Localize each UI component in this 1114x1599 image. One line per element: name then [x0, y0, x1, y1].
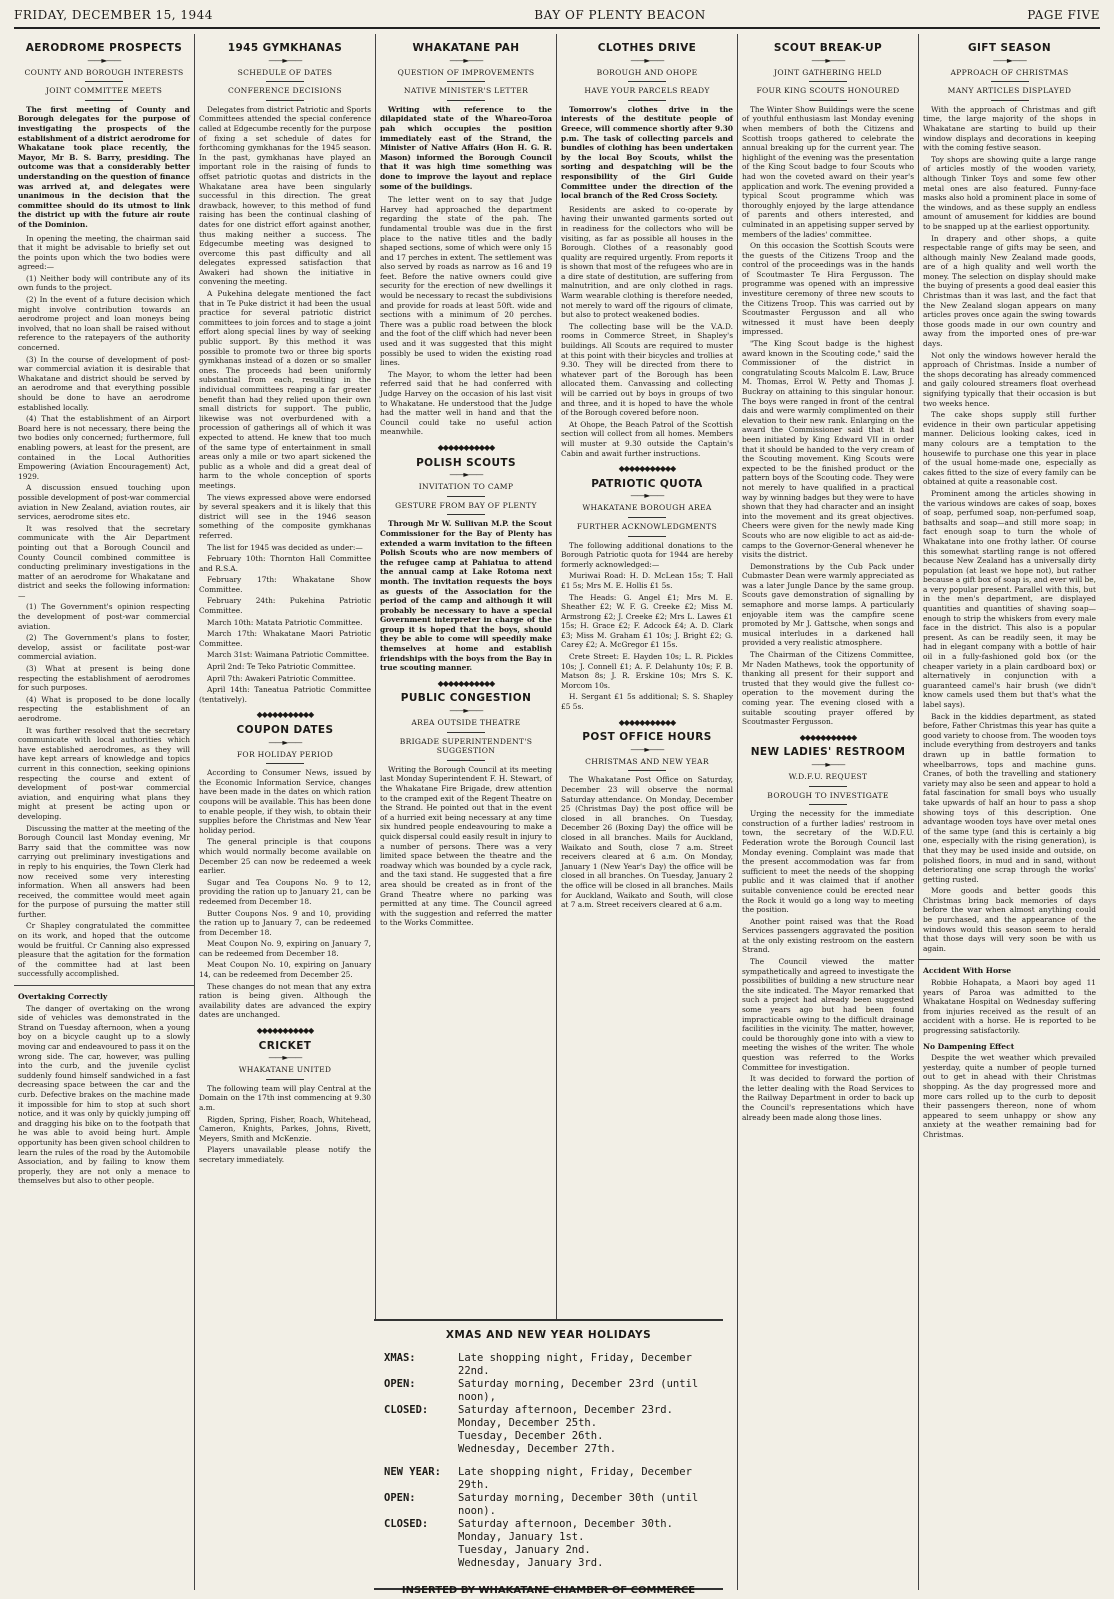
paragraph: Prominent among the articles showing in the various windows are cakes of soap, boxes of soap, perfumed soap, non-perfumed soap, bathsalts and soap—and still more soap; in fact enough soap to turn the whole of Whakatane into one frothy lather. Of course this somewhat startling range is not offered because New Zealand has a universally dirty population (at least we hope not), but rather because a gift box of soap is, and ever will be, a very popular present. Parallel with this, but in the men's department, are displayed quantities and quantities of shaving soap—enough to strip the whiskers from every male face in the district. This also is a popular present. As can be readily seen, it may be had in elegant company with a bottle of hair oil in a fully-fashioned gold box (or the cheaper variety in a plain cardboard box) or alternatively in conjunction with a guaranteed camel's hair brush (we didn't know camels used them but that's what the label says). — [923, 488, 1096, 709]
wave-divider-icon: ◆◆◆◆◆◆◆◆◆◆◆ — [618, 464, 676, 474]
paragraph: March 10th: Matata Patriotic Committee. — [207, 617, 363, 627]
divider — [991, 100, 1029, 101]
arrow-divider-icon: ——►—— — [268, 1053, 302, 1063]
article-title: WHAKATANE PAH — [412, 42, 520, 54]
article-subhead: BRIGADE SUPERINTENDENT'S SUGGESTION — [399, 736, 533, 756]
article-title: 1945 GYMKHANAS — [227, 42, 343, 54]
paragraph: A Pukehina delegate mentioned the fact that in Te Puke district it had been the usual practice for several patriotic district committees to join forces and to stage a joint effort along special lines by way of seeking public support. By this method it was possible to promote two or three big sports gymkhanas instead of a dozen or so smaller ones. The proceeds had been uniformly substantial from each, resulting in the individual committees reaping a far greater benefit than had they relied upon their own small districts for support. The public, likewise was not overburdened with a procession of gatherings all of which it was expected to attend. He knew that too much of the same type of entertainment in small areas only a mile or two apart sickened the public as a whole and did a great deal of harm to the whole conception of sports meetings. — [199, 289, 371, 490]
label: CLOSED: — [384, 1518, 429, 1530]
paragraph: In drapery and other shops, a quite respectable range of gifts may be seen, and although mainly New Zealand made goods, are of a high quality and well worth the money. The selection on display should make the buying of presents a good deal easier this Christmas than it was last, and the fact that the New Zealand slogan appears on many articles proves once again the swing towards those goods made in our own country and away from the imported ones of pre-war days. — [923, 233, 1096, 349]
brief-title: Accident With Horse — [923, 966, 1012, 976]
article-title: PATRIOTIC QUOTA — [591, 477, 703, 490]
article-subhead: HAVE YOUR PARCELS READY — [584, 86, 710, 96]
paragraph: In opening the meeting, the chairman said that it might be advisable to briefly set out the points upon which the two bodies were agreed:— — [18, 233, 190, 272]
paragraph: The list for 1945 was decided as under:— — [207, 542, 363, 552]
paragraph: (1) Neither body will contribute any of its own funds to the project. — [18, 273, 190, 293]
paragraph: The following team will play Central at the Domain on the 17th inst commencing at 9.30 a.m. — [199, 1083, 371, 1112]
divider — [809, 786, 847, 787]
article-subhead: GESTURE FROM BAY OF PLENTY — [395, 500, 537, 510]
value: Late shopping night, Friday, December 29th. — [458, 1466, 692, 1491]
divider — [809, 81, 847, 82]
issue-date: FRIDAY, DECEMBER 15, 1944 — [14, 8, 213, 22]
paragraph: Writing the Borough Council at its meeting last Monday Superintendent F. H. Stewart, of the Whakatane Fire Brigade, drew attention to the cramped exit of the Regent Theatre on the Strand. He pointed out that in the event of a hurried exit being necessary at any time six hundred people endeavouring to make a quick dispersal could easily result in injury to a number of persons. There was a very limited space between the theatre and the roadway which was bounded by a cycle rack, and the taxi stand. He suggested that a fire area should be created as in front of the Grand Theatre where no parking was permitted at any time. The Council agreed with the suggestion and referred the matter to the Works Committee. — [380, 764, 552, 928]
paragraph: A discussion ensued touching upon possible development of post-war commercial aviation in New Zealand, aviation routes, air services, aerodrome sites etc. — [18, 483, 190, 522]
value: Saturday morning, December 23rd (until noon), — [458, 1378, 699, 1403]
article-subhead: APPROACH OF CHRISTMAS — [950, 67, 1069, 77]
paragraph: The cake shops supply still further evidence in their own particular appetising manner. Delicious looking cakes, iced in many colours are a temptation to the housewife to purchase one this year in place of the usual home-made one, especially as cakes fitted to the size of every family can be obtained at quite a reasonable cost. — [923, 410, 1096, 487]
paragraph: According to Consumer News, issued by the Economic Information Service, changes have been made in the dates on which ration coupons will be available. This has been done to enable people, if they wish, to obtain their supplies before the Christmas and New Year holiday period. — [199, 768, 371, 835]
article-subhead: MANY ARTICLES DISPLAYED — [947, 86, 1072, 96]
article-subhead: QUESTION OF IMPROVEMENTS — [397, 67, 535, 77]
paragraph: The Heads: G. Angel £1; Mrs M. E. Sheather £2; W. F. G. Creeke £2; Miss M. Armstrong £2; J. Creeke £2; Mrs L. Lawes £1 15s; H. Grace £2; F. Adcock £4; A. D. Clark £3; Miss M. Graham £1 10s; J. Bright £2; G. Carey £2; A. McGregor £1 15s. — [561, 592, 733, 650]
article-title: CLOTHES DRIVE — [597, 42, 697, 54]
divider — [85, 81, 123, 82]
article-subhead: AREA OUTSIDE THEATRE — [411, 718, 521, 728]
label: XMAS: — [384, 1352, 416, 1364]
paragraph: (2) The Government's plans to foster, develop, assist or facilitate post-war commercial aviation. — [18, 633, 190, 662]
holiday-box-space — [380, 930, 552, 1216]
column-1 — [14, 34, 195, 1590]
divider — [266, 763, 304, 764]
paragraph: H. Sergant £1 5s additional; S. S. Shapley £5 5s. — [561, 692, 733, 712]
article-lead: Through Mr W. Sullivan M.P. the Scout Commissioner for the Bay of Plenty has extended a warm invitation to the fifteen Polish Scouts who are now members of the refugee camp at Pahiatua to attend the annual camp at Lake Rotoma next month. The invitation requests the boys as guests of the Association for the period of the camp and although it will probably be necessary to have a special Government interpreter in charge of the group it is hoped that the boys, should they be able to come will speedily make themselves at home and establish friendships with the boys from the Bay in true scouting manner. — [380, 519, 552, 673]
divider — [991, 81, 1029, 82]
value: Monday, January 1st. — [458, 1531, 585, 1543]
xmas-block — [384, 1352, 713, 1456]
divider — [447, 514, 485, 515]
article-title: CRICKET — [258, 1039, 312, 1052]
paragraph: Meat Coupon No. 9, expiring on January 7, can be redeemed from December 18. — [199, 939, 371, 958]
paragraph: March 31st: Waimana Patriotic Committee. — [207, 650, 370, 660]
paragraph: (1) The Government's opinion respecting the development of post-war commercial aviation. — [18, 602, 190, 631]
paragraph: The Mayor, to whom the letter had been referred said that he had conferred with Judge Harvey on the occasion of his last visit to Whakatane. He understood that the Judge had the matter well in hand and that the Council could take no useful action meanwhile. — [380, 369, 552, 437]
arrow-divider-icon: ——►—— — [811, 55, 845, 65]
column-2 — [195, 34, 376, 1590]
paragraph: The Winter Show Buildings were the scene of youthful enthusiasm last Monday evening when members of both the Citizens and Scottish troops gathered to celebrate the annual breaking up for the current year. The highlight of the evening was the presentation of the King Scout badge to four Scouts who had won the coveted award on their year's application and work. The evening provided a typical Scout programme which was thoroughly enjoyed by the large attendance of parents and others interested, and culminated in an appetising supper served by members of the ladies' committee. — [742, 104, 914, 239]
paragraph: Delegates from district Patriotic and Sports Committees attended the special conference called at Edgecumbe recently for the purpose of fixing a set schedule of dates for forthcoming gymkhanas for the 1945 season. In the past, gymkhanas have played an important role in the raising of funds to offset patriotic quotas and districts in the Whakatane area have been singularly successful in this direction. The great drawback, however, to this method of fund raising has been the continual clashing of dates for one district effort against another, thus making neither a success. The Edgecumbe meeting was designed to overcome this past difficulty and all delegates expressed satisfaction that Awakeri had shown the initiative in convening the meeting. — [199, 104, 371, 287]
paragraph: Urging the necessity for the immediate construction of a further ladies' restroom in town, the secretary of the W.D.F.U. Federation wrote the Borough Council last Monday evening. Complaint was made that the present accommodation was far from sufficient to meet the needs of the shopping public and it was claimed that if another suitable convenience could be erected near the Rock it would go a long way to meeting the position. — [742, 809, 914, 915]
masthead — [14, 6, 1100, 24]
article-subhead: CHRISTMAS AND NEW YEAR — [585, 756, 709, 766]
paragraph: It was decided to forward the portion of the letter dealing with the Road Services to the Railway Department in order to back up the Council's representations which have already been made along those lines. — [742, 1074, 914, 1122]
label: CLOSED: — [384, 1404, 429, 1416]
paragraph: April 14th: Taneatua Patriotic Committee (tentatively). — [199, 685, 371, 704]
divider — [266, 81, 304, 82]
article-lead: Tomorrow's clothes drive in the interests of the destitute people of Greece, will commence shortly after 9.30 p.m. The task of collecting parcels and bundles of clothing has been undertaken by the local Boy Scouts, whilst the sorting and despatching will be the responsibility of the Girl Guide Committee under the direction of the local branch of the Red Cross Society. — [561, 104, 733, 201]
paragraph: February 10th: Thornton Hall Committee and R.S.A. — [199, 554, 371, 573]
paragraph: It was resolved that the secretary communicate with the Air Department pointing out that a Borough Council and County Council combined committee is conducting preliminary investigations in the matter of an aerodrome for Whakatane and district and seeks the following information:— — [18, 523, 190, 600]
paragraph: "The King Scout badge is the highest award known in the Scouting code," said the Commissioner of the district in congratulating Scouts Malcolm E. Law, Bruce M. Thomas, Errol W. Petty and Thomas J. Buckray on attaining to this singular honour. The boys were ranged in front of the central dais and were warmly complimented on their elevation to their new rank. Enlarging on the award the Commissioner said that it had been initiated by King Edward VII in order that it should be handed to the very cream of the Scouting movement. King Scouts were expected to be the finished product or the pattern boys of the Scouting code. They were not merely to have qualified in a practical way by winning badges but they were to have shown that they had character and an insight into the movement and its great objectives. Cheers were given for the newly made King Scouts who are now eligible to act as aid-de-camps to the Governor-General whenever he visits the district. — [742, 339, 914, 560]
paragraph: Sugar and Tea Coupons No. 9 to 12, providing the ration up to January 21, can be redeemed from December 18. — [199, 877, 371, 906]
article-subhead: SCHEDULE OF DATES — [237, 67, 333, 77]
value: Tuesday, December 26th. — [458, 1430, 604, 1442]
paragraph: Muriwai Road: H. D. McLean 15s; T. Hall £1 5s; Mrs M. E. Hollis £1 5s. — [561, 571, 733, 590]
divider — [809, 100, 847, 101]
divider — [628, 100, 666, 101]
article-subhead: FOR HOLIDAY PERIOD — [236, 749, 334, 759]
column-5 — [738, 34, 919, 1590]
paragraph: It was further resolved that the secretary communicate with local authorities which have established aerodromes, as they will have kept arrears of knowledge and topics current in this connection, seeking opinions respecting the course and extent of development of post-war commercial aviation, and enquiring what plans they might at present be acting upon or developing. — [18, 725, 190, 821]
paragraph: (4) What is proposed to be done locally respecting the establishment of an aerodrome. — [18, 694, 190, 723]
divider — [266, 100, 304, 101]
article-title: POST OFFICE HOURS — [582, 731, 712, 744]
arrow-divider-icon: ——►—— — [268, 737, 302, 747]
paragraph: The collecting base will be the V.A.D. rooms in Commerce Street, in Shapley's buildings. All Scouts are required to muster at this point with their bicycles and trollies at 9.30. They will be directed from there to whatever part of the Borough has been allocated them. Canvassing and collecting will be carried out by boys in groups of two and three, and it is hoped to have the whole of the Borough covered before noon. — [561, 321, 733, 418]
divider — [447, 100, 485, 101]
paragraph: April 2nd: Te Teko Patriotic Committee. — [207, 662, 356, 672]
masthead-rule — [14, 27, 1100, 29]
paragraph: February 17th: Whakatane Show Committee. — [199, 575, 371, 594]
paragraph: Back in the kiddies department, as stated before, Father Christmas this year has quite a good variety to choose from. The wooden toys include everything from destroyers and tanks drawn up in battle formation to wheelbarrows, tops and machine guns. Cranes, of both the travelling and stationery variety may also be seen and appear to hold a fatal fascination for small boys who usually take upwards of half an hour to pass a shop showing toys of this description. One advantage wooden toys have over metal ones of the same type (and this is certainly a big one, especially with the rising generation), is that they may be used inside and outside, on polished floors, in mud and in sand, without deteriorating one scrap through the works' getting rusted. — [923, 711, 1096, 884]
divider — [919, 959, 1100, 960]
paragraph: Another point raised was that the Road Services passengers aggravated the position at the only existing restroom on the eastern Strand. — [742, 916, 914, 955]
paragraph: (3) What at present is being done respecting the establishment of aerodromes for such purposes. — [18, 664, 190, 693]
paragraph: Cr Shapley congratulated the committee on its work, and hoped that the outcome would be fruitful. Cr Canning also expressed pleasure that the agitation for the formation of the committee had at last been successfully accomplished. — [18, 921, 190, 979]
paragraph: The Whakatane Post Office on Saturday, December 23 will observe the normal Saturday attendance. On Monday, December 25 (Christmas Day) the post office will be closed in all branches. On Tuesday, December 26 (Boxing Day) the office will be closed in all branches. Mails for Auckland, Waikato and South, close 7 a.m. Street receivers cleared at 6 a.m. On Monday, January 1 (New Year's Day) the office will be closed in all branches. On Tuesday, January 2 the office will be closed in all branches. Mails for Auckland, Waikato and South, will close at 7 a.m. Street receivers cleared at 6 a.m. — [561, 775, 733, 910]
label: OPEN: — [384, 1378, 416, 1390]
wave-divider-icon: ◆◆◆◆◆◆◆◆◆◆◆ — [256, 710, 314, 720]
paragraph: The Council viewed the matter sympathetically and agreed to investigate the possibilities of building a new structure near the site indicated. The Mayor remarked that such a project had already been suggested some years ago but had been found impracticable owing to the difficult drainage facilities in the vicinity. The matter, however, could be thoroughly gone into with a view to meeting the wishes of the writer. The whole question was referred to the Works Committee for investigation. — [742, 957, 914, 1072]
paragraph: The general principle is that coupons which would normally become available on December 25 can now be redeemed a week earlier. — [199, 837, 371, 876]
article-subhead: BOROUGH AND OHOPE — [596, 67, 698, 77]
paragraph: Not only the windows however herald the approach of Christmas. Inside a number of the shops decorating has already commenced and gaily coloured streamers float overhead signifying typically that their occasion is but two weeks hence. — [923, 350, 1096, 408]
paragraph: More goods and better goods this Christmas bring back memories of days before the war when almost anything could be purchased, and the appearance of the windows would this season seem to herald that those days will very soon be with us again. — [923, 886, 1096, 953]
article-subhead: BOROUGH TO INVESTIGATE — [767, 790, 889, 800]
paragraph: Demonstrations by the Cub Pack under Cubmaster Dean were warmly appreciated as was a later Jungle Dance by the same group. Scouts gave demonstration of signalling by semaphore and morse lamps. A particularly enjoyable item was the campfire scene promoted by Mr J. Gattsche, when songs and musical interludes in a darkened hall provided a very realistic atmosphere. — [742, 561, 914, 648]
paragraph: These changes do not mean that any extra ration is being given. Although the availability dates are advanced the expiry dates are unchanged. — [199, 981, 371, 1020]
divider — [447, 496, 485, 497]
article-title: COUPON DATES — [236, 724, 334, 736]
value: Late shopping night, Friday, December 22nd. — [458, 1352, 692, 1377]
divider — [628, 770, 666, 771]
arrow-divider-icon: ——►—— — [268, 55, 302, 65]
article-subhead: COUNTY AND BOROUGH INTERESTS — [24, 67, 184, 77]
article-title: GIFT SEASON — [967, 42, 1052, 54]
divider — [628, 517, 666, 518]
divider — [85, 100, 123, 101]
divider — [628, 81, 666, 82]
paragraph: Discussing the matter at the meeting of the Borough Council last Monday evening, Mr Barry said that the committee was now carrying out preliminary investigations and in reply to his enquiries, the Town Clerk had now received some very interesting information. When all answers had been received, the committee would meet again for the purpose of pursuing the matter still further. — [18, 823, 190, 919]
paragraph: The views expressed above were endorsed by several speakers and it is likely that this district will see in the 1946 season something of the composite gymkhanas referred. — [199, 492, 371, 540]
paragraph: (4) That the establishment of an Airport Board here is not necessary, there being the two bodies only concerned; furthermore, full enabling powers, at least for the present, are contained in the Local Authorities Empowering (Aviation Encouragement) Act, 1929. — [18, 414, 190, 481]
article-title: PUBLIC CONGESTION — [400, 692, 532, 705]
paragraph: February 24th: Pukehina Patriotic Committee. — [199, 596, 371, 616]
article-subhead: FURTHER ACKNOWLEDGMENTS — [576, 521, 718, 531]
value: Saturday morning, December 30th (until noon). — [458, 1492, 699, 1517]
wave-divider-icon: ◆◆◆◆◆◆◆◆◆◆◆ — [437, 442, 495, 452]
divider — [447, 732, 485, 733]
divider — [447, 760, 485, 761]
divider — [628, 536, 666, 537]
arrow-divider-icon: ——►—— — [449, 55, 483, 65]
paragraph: Butter Coupons Nos. 9 and 10, providing the ration up to January 7, can be redeemed from December 18. — [199, 908, 371, 937]
arrow-divider-icon: ——►—— — [992, 55, 1027, 65]
holiday-notice-box — [374, 1319, 723, 1596]
article-title: NEW LADIES' RESTROOM — [750, 746, 906, 759]
arrow-divider-icon: ——►—— — [449, 470, 483, 480]
paragraph: April 7th: Awakeri Patriotic Committee. — [207, 673, 356, 683]
wave-divider-icon: ◆◆◆◆◆◆◆◆◆◆◆ — [437, 678, 495, 688]
article-title: SCOUT BREAK-UP — [773, 42, 883, 54]
brief-title: No Dampening Effect — [923, 1041, 1015, 1051]
article-subhead: FOUR KING SCOUTS HONOURED — [756, 86, 900, 96]
value: Wednesday, December 27th. — [458, 1443, 617, 1455]
divider — [447, 81, 485, 82]
holiday-title: XMAS AND NEW YEAR HOLIDAYS — [445, 1329, 652, 1341]
divider — [809, 804, 847, 805]
article-subhead: W.D.F.U. REQUEST — [788, 771, 868, 781]
divider — [14, 985, 194, 986]
paragraph: On this occasion the Scottish Scouts were the guests of the Citizens Troop and the control of the proceedings was in the hands of Scoutmaster Te Hira Fergusson. The programme was opened with an impressive investiture ceremony of three new scouts to the Citizens Troop. This was carried out by Scoutmaster Fergusson and all who witnessed it must have been deeply impressed. — [742, 241, 914, 337]
paragraph: At Ohope, the Beach Patrol of the Scottish section will collect from all homes. Members will muster at 9.30 outside the Captain's Cabin and await further instructions. — [561, 419, 733, 458]
article-subhead: JOINT COMMITTEE MEETS — [45, 86, 163, 96]
article-lead: The first meeting of County and Borough delegates for the purpose of investigating the prospects of the establishment of a district aerodrome for Whakatane took place recently, the Mayor, Mr B. S. Barry, presiding. The outcome was that a considerably better understanding on the question of finance was arrived at, and delegates were unanimous in the decision that the committee should do its utmost to link the district up with the future air route of the Dominion. — [18, 104, 190, 229]
paragraph: Despite the wet weather which prevailed yesterday, quite a number of people turned out to get in ahead with their Christmas shopping. As the day progressed more and more cars rolled up to the curb to deposit their passengers thereon, none of whom appeared to seem unhappy or show any anxiety at the weather remaining bad for Christmas. — [923, 1053, 1096, 1139]
paragraph: Players unavailable please notify the secretary immediately. — [199, 1145, 371, 1164]
paragraph: (2) In the event of a future decision which might involve contribution towards an aerodrome project and loan moneys being involved, that no loan shall be raised without reference to the ratepayers of the authority concerned. — [18, 295, 190, 353]
page-number: PAGE FIVE — [1027, 8, 1100, 22]
article-title: AERODROME PROSPECTS — [25, 42, 183, 54]
article-subhead: WHAKATANE UNITED — [238, 1065, 332, 1075]
wave-divider-icon: ◆◆◆◆◆◆◆◆◆◆◆ — [618, 717, 676, 727]
paragraph: Crete Street: E. Hayden 10s; L. R. Pickles 10s; J. Connell £1; A. F. Delahunty 10s; F. B. Matson 8s; J. R. Erskine 10s; Mrs S. K. Morcom 10s. — [561, 652, 733, 690]
paragraph: Toy shops are showing quite a large range of articles mostly of the wooden variety, although Tinker Toys and some few other metal ones are also featured. Funny-face masks also hold a prominent place in some of the windows, and as these supply an endless amount of amusement for kiddies are bound to be snapped up at the earliest opportunity. — [923, 154, 1096, 231]
paragraph: Rigden, Spring, Fisher, Roach, Whitehead, Cameron, Knights, Parkes, Johns, Rivett, Meyers, Smith and McKenzie. — [199, 1114, 371, 1143]
paragraph: With the approach of Christmas and gift time, the large majority of the shops in Whakatane are starting to build up their window displays and decorations in keeping with the coming festive season. — [923, 104, 1096, 153]
value: Tuesday, January 2nd. — [458, 1544, 591, 1556]
label: NEW YEAR: — [384, 1466, 441, 1478]
arrow-divider-icon: ——►—— — [811, 759, 845, 769]
paragraph: The following additional donations to the Borough Patriotic quota for 1944 are hereby formerly acknowledged:— — [561, 540, 733, 569]
value: Saturday afternoon, December 23rd. — [458, 1404, 673, 1416]
article-lead: Writing with reference to the dilapidated state of the Whareo-Toroa pah which occupies the position immediately east of the Strand, the Minister of Native Affairs (Hon H. G. R. Mason) informed the Borough Council that it was high time something was done to improve the layout and replace some of the buildings. — [380, 104, 552, 191]
paragraph: The Chairman of the Citizens Committee, Mr Naden Mathews, took the opportunity of thanking all present for their support and trusted that they would give the fullest co-operation to the movement during the coming year. The evening closed with a suitable scouting prayer offered by Scoutmaster Fergusson. — [742, 650, 914, 727]
arrow-divider-icon: ——►—— — [630, 491, 664, 501]
article-subhead: CONFERENCE DECISIONS — [228, 86, 342, 96]
value: Monday, December 25th. — [458, 1417, 598, 1429]
paragraph: Robbie Hohapata, a Maori boy aged 11 years of Paroa was admitted to the Whakatane Hospital on Wednesday suffering from injuries received as the result of an accident with a horse. He is reported to be progressing satisfactorily. — [923, 978, 1096, 1035]
article-subhead: NATIVE MINISTER'S LETTER — [403, 86, 529, 96]
article-title: POLISH SCOUTS — [416, 456, 516, 469]
wave-divider-icon: ◆◆◆◆◆◆◆◆◆◆◆ — [799, 732, 857, 742]
paragraph: Residents are asked to co-operate by having their unwanted garments sorted out in readiness for the collectors who will be visiting, as far as possible all houses in the Borough. Clothes of a reasonably good quality are required urgently. From reports it is shown that most of the refugees who are in a dire state of destitution, are suffering from malnutrition, and are only clothed in rags. Warm wearable clothing is therefore needed, not merely to ward off the rigours of climate, but also to protect weakened bodies. — [561, 204, 733, 320]
divider — [266, 1079, 304, 1080]
column-6 — [919, 34, 1100, 1590]
label: OPEN: — [384, 1492, 416, 1504]
paper-name: BAY OF PLENTY BEACON — [534, 8, 706, 22]
paragraph: The danger of overtaking on the wrong side of vehicles was demonstrated in the Strand on Tuesday afternoon, when a young boy on a bicycle caught up to a slowly moving car and endeavoured to pass it on the wrong side. The car, however, was pulling into the curb, and the juvenile cyclist suddenly found himself sandwiched in a fast decreasing space between the car and the curb. Defective brakes on the machine made it impossible for him to stop at such short notice, and it was only by quickly jumping off and dragging his bike on to the footpath that he was able to avoid being hurt. Ample opportunity has been given school children to learn the rules of the road by the Automobile Association, and by failing to know them properly, they are not only a menace to themselves but also to other people. — [18, 1003, 190, 1186]
arrow-divider-icon: ——►—— — [87, 55, 121, 65]
paragraph: March 17th: Whakatane Maori Patriotic Committee. — [199, 629, 371, 648]
value: Wednesday, January 3rd. — [458, 1557, 604, 1569]
article-subhead: WHAKATANE BOROUGH AREA — [582, 503, 712, 513]
arrow-divider-icon: ——►—— — [630, 55, 664, 65]
holiday-footer: INSERTED BY WHAKATANE CHAMBER OF COMMERCE — [401, 1585, 696, 1596]
arrow-divider-icon: ——►—— — [449, 706, 483, 716]
arrow-divider-icon: ——►—— — [630, 744, 664, 754]
brief-title: Overtaking Correctly — [18, 992, 108, 1002]
paragraph: Meat Coupon No. 10, expiring on January 14, can be redeemed from December 25. — [199, 960, 371, 980]
value: Saturday afternoon, December 30th. — [458, 1518, 673, 1530]
wave-divider-icon: ◆◆◆◆◆◆◆◆◆◆◆ — [256, 1026, 314, 1036]
article-subhead: INVITATION TO CAMP — [418, 482, 514, 492]
paragraph: (3) In the course of development of post-war commercial aviation it is desirable that Whakatane and district should be served by an aerodrome and that everything possible should be done to have an aerodrome established locally. — [18, 354, 190, 412]
paragraph: The letter went on to say that Judge Harvey had approached the department regarding the state of the pah. The fundamental trouble was due in the first place to the native titles and the badly shaped sections, some of which were only 15 and 17 perches in extent. The settlement was also served by roads as narrow as 16 and 19 feet. Before the native owners could give security for the erection of new dwellings it would be necessary to recast the subdivisions and provide for roads at least 50ft. wide and sections with a minimum of 20 perches. There was a public road between the block and the foot of the cliff which had never been used and it was suggested that this might possibly be used to widen the existing road lines. — [380, 195, 552, 368]
new-year-block — [384, 1466, 713, 1570]
article-subhead: JOINT GATHERING HELD — [774, 67, 882, 77]
